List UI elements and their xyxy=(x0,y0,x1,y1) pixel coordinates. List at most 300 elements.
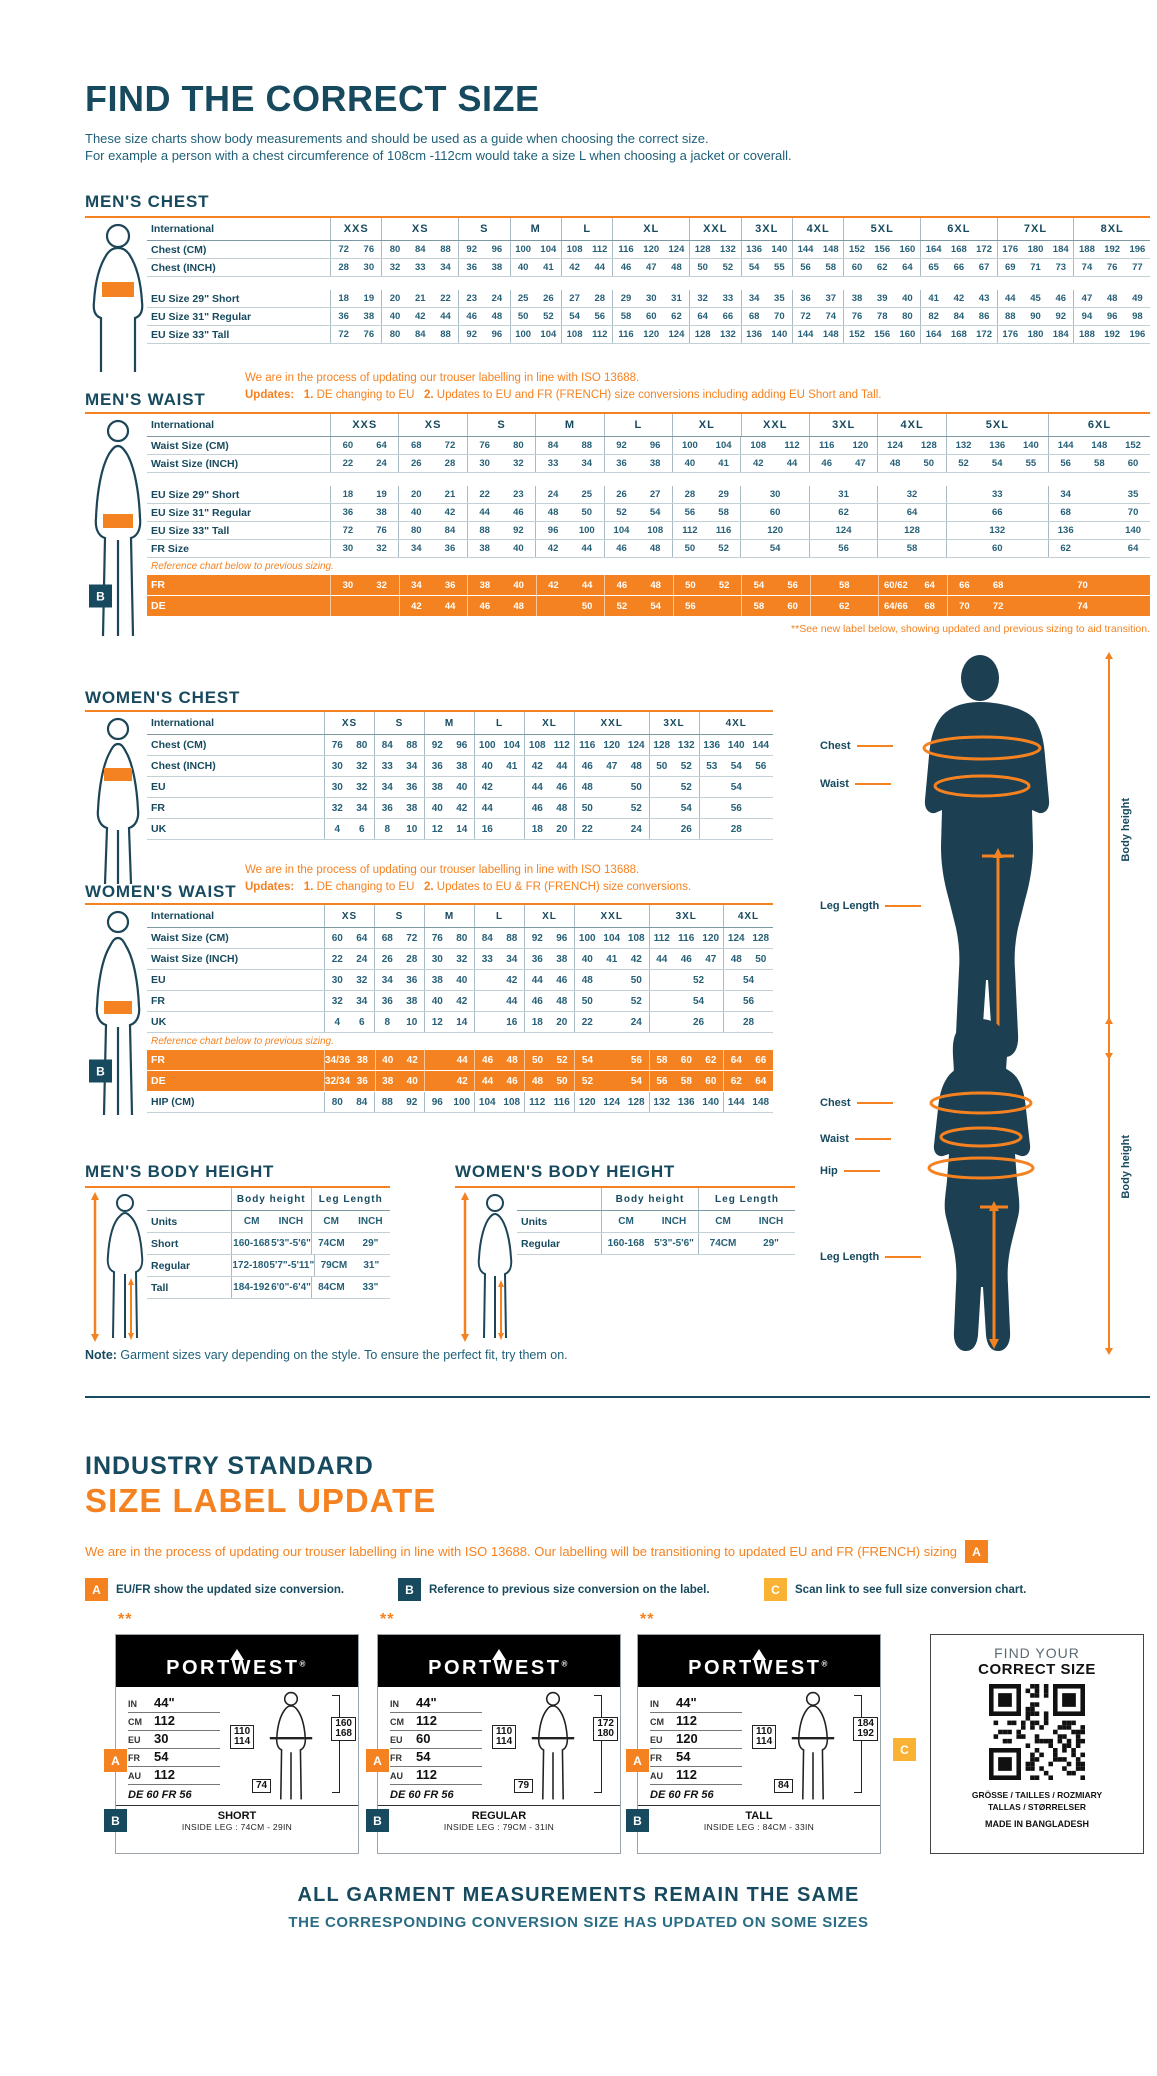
size-cell: 30 xyxy=(330,540,365,557)
size-cell: 21 xyxy=(444,489,456,500)
label-column-header: International xyxy=(151,910,215,922)
column-header: Body height xyxy=(601,1188,698,1210)
female-height-icon xyxy=(455,1188,517,1255)
size-cell: 38 xyxy=(376,507,387,518)
size-cell: 62 xyxy=(876,262,888,273)
size-cell: 160 xyxy=(899,244,916,255)
size-cell: 29" xyxy=(362,1238,379,1249)
table-row xyxy=(147,1277,390,1299)
size-cell xyxy=(649,1012,675,1032)
size-cell: 30 xyxy=(330,575,365,595)
size-cell: 42 xyxy=(399,596,434,616)
size-cell: 30 xyxy=(645,293,657,304)
size-cell: 76 xyxy=(1106,262,1118,273)
size-cell: 18 xyxy=(330,486,365,503)
row-label: UK xyxy=(151,823,167,835)
size-cell: 74CM xyxy=(698,1233,747,1254)
table-row xyxy=(147,1211,390,1233)
size-cell: 26 xyxy=(398,455,433,472)
table-row xyxy=(147,970,773,991)
size-cell: 136 xyxy=(989,440,1006,451)
size-cell: 26 xyxy=(604,486,639,503)
size-cell: 50 xyxy=(673,575,708,595)
size-cell: 124 xyxy=(877,437,912,454)
size-cell: 24 xyxy=(491,293,503,304)
size-cell: 36 xyxy=(406,974,418,986)
size-cell: 72 xyxy=(406,932,418,944)
column-header: M xyxy=(510,218,561,240)
size-cell: 14 xyxy=(456,1016,468,1028)
size-cell: 132 xyxy=(946,522,1048,539)
waist-box: 110 114 xyxy=(752,1725,776,1749)
size-cell: 21 xyxy=(414,293,426,304)
size-cell: 42 xyxy=(406,1054,418,1066)
size-cell: 54 xyxy=(561,308,587,325)
size-cell: 45 xyxy=(1030,293,1041,304)
note-item: DE changing to EU xyxy=(316,389,415,401)
size-cell: 52 xyxy=(718,579,730,591)
column-header: M xyxy=(424,712,474,734)
size-cell: 50 xyxy=(672,540,707,557)
size-cell: 84 xyxy=(953,311,965,322)
size-cell xyxy=(424,1071,449,1091)
size-cell: 66 xyxy=(722,311,734,322)
size-cell: 8 xyxy=(374,819,400,839)
size-cell: 54 xyxy=(630,1075,642,1087)
size-cell: 46 xyxy=(524,798,550,818)
height-bracket xyxy=(332,1695,340,1793)
size-cell: 38 xyxy=(356,1054,368,1066)
size-cell: 52 xyxy=(630,802,642,814)
badge-c: C xyxy=(893,1738,916,1761)
size-cell: 28 xyxy=(672,486,707,503)
size-cell: 104 xyxy=(503,739,521,751)
table-footnote: **See new label below, showing updated and previous sizing to aid transition. xyxy=(791,623,1150,635)
size-cell: 68 xyxy=(374,928,400,948)
size-cell: 18 xyxy=(330,290,356,307)
size-cell: 160 xyxy=(899,329,916,340)
size-cell: INCH xyxy=(661,1216,687,1227)
size-cell: 41 xyxy=(506,760,518,772)
size-cell: 42 xyxy=(506,974,518,986)
row-label: EU Size 33" Tall xyxy=(151,524,230,537)
size-cell: 36 xyxy=(604,455,639,472)
bottom-headline: ALL GARMENT MEASUREMENTS REMAIN THE SAME xyxy=(297,1884,860,1906)
row-label: EU Size 31" Regular xyxy=(151,506,252,519)
size-cell: 65 xyxy=(920,259,946,276)
column-header: XXL xyxy=(574,712,649,734)
size-cell: 38 xyxy=(491,262,503,273)
size-cell: 47 xyxy=(705,953,717,965)
size-cell: 41 xyxy=(718,458,729,469)
size-cell: 88 xyxy=(440,329,451,340)
size-cell: 64 xyxy=(689,308,715,325)
reference-note: Reference chart below to previous sizing. xyxy=(151,1036,334,1047)
height-bracket xyxy=(594,1695,602,1793)
size-cell: 164 xyxy=(920,241,946,258)
qr-card-line1: FIND YOUR xyxy=(994,1645,1080,1661)
size-cell: 104 xyxy=(540,244,557,255)
portwest-logo: PORTWEST® xyxy=(638,1635,880,1687)
row-label: Waist Size (CM) xyxy=(151,439,229,452)
size-cell: 70 xyxy=(774,311,785,322)
badge-c: C xyxy=(764,1578,787,1601)
size-cell: 44 xyxy=(444,600,456,612)
industry-heading-2: SIZE LABEL UPDATE xyxy=(85,1482,437,1519)
size-cell: 92 xyxy=(406,1096,418,1108)
label-column-header: International xyxy=(151,223,215,235)
size-cell: 116 xyxy=(809,437,844,454)
womens-chest-grid xyxy=(147,712,773,840)
row-label: Waist Size (CM) xyxy=(151,932,229,944)
size-cell: 58 xyxy=(1094,458,1105,469)
size-cell: 30 xyxy=(324,777,350,797)
size-cell: 64 xyxy=(356,932,368,944)
womens-chest-heading: WOMEN'S CHEST xyxy=(85,688,241,707)
size-cell: 140 xyxy=(771,329,788,340)
size-cell: 54 xyxy=(650,600,661,612)
size-cell: 76 xyxy=(324,735,350,755)
label-footer: TALL INSIDE LEG : 84CM - 33IN xyxy=(638,1805,880,1832)
body-height-label: Body height xyxy=(1120,1135,1132,1199)
column-header: 7XL xyxy=(997,218,1074,240)
size-cell: 100 xyxy=(510,326,536,343)
previous-sizing-rows xyxy=(96,575,1150,617)
size-cell: 36 xyxy=(356,1075,368,1087)
size-cell: 120 xyxy=(740,522,808,539)
size-cell: 19 xyxy=(363,293,375,304)
size-cell: 128 xyxy=(920,440,937,451)
size-cell: 62 xyxy=(723,1071,748,1091)
note-item: Updates to EU and FR (FRENCH) size conversions including adding EU Short and Tall. xyxy=(436,389,882,401)
size-cell: 40 xyxy=(406,1075,418,1087)
size-cell: 16 xyxy=(506,1016,518,1028)
size-cell: 22 xyxy=(324,949,350,969)
size-cell: 40 xyxy=(398,504,433,521)
size-cell: 8 xyxy=(374,1012,400,1032)
size-cell: 48 xyxy=(649,543,661,554)
size-cell: 62 xyxy=(671,311,682,322)
size-cell: 120 xyxy=(702,932,720,944)
size-cell: 172 xyxy=(976,329,992,340)
size-cell: 66 xyxy=(946,504,1048,521)
size-cell: 32 xyxy=(513,458,524,469)
size-cell: 76 xyxy=(843,308,869,325)
size-cell: 60 xyxy=(645,311,657,322)
size-cell: 70 xyxy=(1077,579,1088,591)
size-cell: 80 xyxy=(902,311,913,322)
size-cell: 42 xyxy=(524,756,550,776)
table-row xyxy=(147,540,1150,558)
label-footer: SHORT INSIDE LEG : 74CM - 29IN xyxy=(116,1805,358,1832)
size-cell: 40 xyxy=(672,455,707,472)
size-cell: 44 xyxy=(456,1054,468,1066)
row-label: UK xyxy=(151,1016,167,1028)
size-cell: 33" xyxy=(362,1282,379,1293)
size-cell: 132 xyxy=(946,437,981,454)
size-cell xyxy=(424,1050,449,1070)
size-cell: 32 xyxy=(376,543,387,554)
size-cell: 34 xyxy=(1048,486,1083,503)
badge-b: B xyxy=(89,1060,112,1083)
size-cell: 4 xyxy=(324,819,350,839)
size-cell: 31 xyxy=(809,486,877,503)
row-label: EU xyxy=(151,974,166,986)
size-cell: 140 xyxy=(727,739,745,751)
size-cell: 196 xyxy=(1129,329,1146,340)
size-label-short xyxy=(111,1611,359,1854)
column-header: XS xyxy=(381,218,458,240)
womens-waist-grid xyxy=(96,905,773,1113)
size-cell: 25 xyxy=(510,290,536,307)
size-cell xyxy=(474,991,500,1011)
size-cell: 48 xyxy=(574,777,600,797)
size-cell: 32 xyxy=(324,991,350,1011)
size-cell: 96 xyxy=(535,522,570,539)
size-cell: 30 xyxy=(424,949,450,969)
size-cell: 108 xyxy=(524,735,550,755)
size-cell: CM xyxy=(601,1211,650,1232)
size-cell: 52 xyxy=(680,781,692,793)
size-cell: 60 xyxy=(680,1054,692,1066)
size-cell: 44 xyxy=(649,949,675,969)
note-updates-label: Updates: xyxy=(245,881,295,893)
size-cell: 58 xyxy=(718,507,729,518)
note-item-number: 2. xyxy=(424,389,434,401)
size-cell: 100 xyxy=(672,437,707,454)
size-cell: 88 xyxy=(374,1092,400,1112)
size-cell: 120 xyxy=(643,329,660,340)
size-cell: 58 xyxy=(649,1050,674,1070)
size-cell: 112 xyxy=(649,928,675,948)
size-cell: 124 xyxy=(809,522,877,539)
badge-a: A xyxy=(104,1749,127,1772)
size-cell: 42 xyxy=(536,575,571,595)
row-label: Units xyxy=(521,1215,548,1228)
body-height-arrow xyxy=(1108,654,1110,1058)
size-cell: 34 xyxy=(399,575,434,595)
row-label: Tall xyxy=(151,1281,169,1294)
size-cell: 46 xyxy=(556,781,568,793)
size-cell: 48 xyxy=(671,262,682,273)
size-cell: 108 xyxy=(561,241,587,258)
size-cell: 55 xyxy=(1025,458,1037,469)
size-cell: 58 xyxy=(877,540,945,557)
size-cell: 36 xyxy=(444,543,456,554)
size-cell: 34 xyxy=(506,953,518,965)
size-cell: 116 xyxy=(574,735,600,755)
size-cell: 88 xyxy=(997,308,1023,325)
size-cell: 60 xyxy=(946,540,1048,557)
size-cell: 38 xyxy=(406,802,418,814)
size-cell: 42 xyxy=(456,1075,468,1087)
size-cell: 144 xyxy=(792,326,818,343)
size-cell: 42 xyxy=(456,802,468,814)
size-cell: 34 xyxy=(356,995,368,1007)
size-cell: 42 xyxy=(444,507,456,518)
size-cell: 26 xyxy=(692,1016,705,1028)
size-cell: 56 xyxy=(723,991,773,1011)
size-cell: 84CM xyxy=(311,1277,351,1298)
note-line: We are in the process of updating our trouser labelling in line with ISO 13688. xyxy=(245,864,640,876)
column-header: XS xyxy=(324,712,374,734)
size-cell: 48 xyxy=(574,970,600,990)
size-cell xyxy=(699,777,725,797)
size-cell: 48 xyxy=(650,579,661,591)
size-cell: 29 xyxy=(718,489,729,500)
column-header: L xyxy=(561,218,612,240)
size-cell: 96 xyxy=(424,1092,450,1112)
note-updates-label: Updates: xyxy=(245,389,295,401)
table-row xyxy=(147,504,1150,522)
size-cell: 98 xyxy=(1132,311,1143,322)
size-cell: 64 xyxy=(924,579,935,591)
size-cell: 112 xyxy=(784,440,800,451)
size-cell: 54 xyxy=(740,540,808,557)
size-cell: 44 xyxy=(581,579,593,591)
size-cell: 46 xyxy=(506,1075,518,1087)
height-box: 172 180 xyxy=(593,1717,618,1741)
size-cell: 52 xyxy=(604,504,639,521)
badge-b: B xyxy=(626,1809,649,1832)
size-cell: 54 xyxy=(741,259,767,276)
note-item: DE changing to EU xyxy=(316,881,415,893)
size-cell: 144 xyxy=(792,241,818,258)
size-cell: 32 xyxy=(356,760,368,772)
column-header: 4XL xyxy=(792,218,843,240)
mens-body-height-grid xyxy=(147,1188,390,1299)
table-row xyxy=(147,259,1150,277)
size-cell: 92 xyxy=(524,928,550,948)
size-cell: 64 xyxy=(723,1050,748,1070)
size-cell: 50 xyxy=(574,991,600,1011)
size-cell: 124 xyxy=(668,329,685,340)
row-label: Regular xyxy=(151,1259,191,1272)
size-cell: 56 xyxy=(787,579,798,591)
size-cell: 50 xyxy=(923,458,935,469)
size-cell: 100 xyxy=(578,525,595,536)
size-cell: 24 xyxy=(376,458,387,469)
size-cell: 62 xyxy=(809,504,877,521)
column-header: 5XL xyxy=(946,414,1048,436)
size-cell: 38 xyxy=(406,995,418,1007)
table-row xyxy=(147,308,1150,326)
size-cell: 90 xyxy=(1030,311,1041,322)
size-rows: IN 44" CM 112 EU 30 FR 54 AU 112 DE 60 FR 56 xyxy=(128,1695,220,1801)
column-header: 3XL xyxy=(809,414,877,436)
size-cell: 28 xyxy=(730,823,742,835)
column-header: 3XL xyxy=(741,218,792,240)
legend-item-c xyxy=(764,1578,1026,1601)
size-cell: 78 xyxy=(876,311,888,322)
size-cell: 68 xyxy=(924,600,935,612)
size-cell: 48 xyxy=(506,1054,518,1066)
size-cell: 76 xyxy=(363,244,375,255)
mens-chest-grid xyxy=(147,218,1150,344)
size-cell: 49 xyxy=(1132,293,1143,304)
table-row xyxy=(147,1255,390,1277)
size-cell: 36 xyxy=(374,798,400,818)
size-cell: 80 xyxy=(356,739,368,751)
size-cell: 104 xyxy=(603,932,621,944)
size-cell: 34 xyxy=(374,970,400,990)
size-cell: 60 xyxy=(787,600,798,612)
size-cell: 60 xyxy=(1127,458,1139,469)
size-cell: 128 xyxy=(689,326,715,343)
size-cell: 104 xyxy=(604,522,639,539)
table-row xyxy=(147,596,1150,617)
size-cell: 6 xyxy=(358,823,365,835)
size-cell: 14 xyxy=(456,823,468,835)
size-cell: 108 xyxy=(647,525,664,536)
waist-label: Waist xyxy=(820,778,891,790)
size-cell: 180 xyxy=(1027,244,1044,255)
size-cell: 92 xyxy=(1055,311,1067,322)
size-cell: 60 xyxy=(330,437,365,454)
leg-length-label: Leg Length xyxy=(820,1251,921,1263)
size-cell: 22 xyxy=(574,1012,600,1032)
size-cell: 52 xyxy=(718,543,729,554)
size-cell: 35 xyxy=(1127,489,1139,500)
column-header: Body height xyxy=(231,1188,311,1210)
size-cell: 74 xyxy=(1077,600,1088,612)
size-cell: 56 xyxy=(792,259,818,276)
womens-body-height-grid xyxy=(517,1188,795,1255)
note-line: We are in the process of updating our trouser labelling in line with ISO 13688. xyxy=(245,372,640,384)
size-cell: 50 xyxy=(630,781,642,793)
size-cell: 72 xyxy=(444,440,456,451)
table-row xyxy=(147,991,773,1012)
row-label: FR xyxy=(151,802,165,814)
size-cell: 19 xyxy=(376,489,387,500)
size-cell: 46 xyxy=(513,507,524,518)
size-cell: 46 xyxy=(680,953,692,965)
size-cell: 40 xyxy=(902,293,913,304)
table-row xyxy=(517,1211,795,1233)
table-row xyxy=(147,777,773,798)
size-cell: 188 xyxy=(1073,326,1099,343)
size-cell: 12 xyxy=(424,1012,450,1032)
size-cell: 40 xyxy=(513,543,524,554)
size-cell: 62 xyxy=(1048,540,1083,557)
size-cell: 32 xyxy=(456,953,468,965)
size-cell: 116 xyxy=(715,525,732,536)
size-cell: 38 xyxy=(363,311,375,322)
size-cell: 24 xyxy=(630,1016,642,1028)
size-cell: 64/66 xyxy=(878,596,913,616)
body-height-arrow xyxy=(1108,1019,1110,1353)
size-cell: 22 xyxy=(330,455,365,472)
row-label: Units xyxy=(151,1215,178,1228)
size-cell: 35 xyxy=(774,293,785,304)
column-header: XXL xyxy=(689,218,740,240)
size-cell: 10 xyxy=(406,823,418,835)
note-item-number: 1. xyxy=(303,389,314,401)
column-header: Leg Length xyxy=(311,1188,391,1210)
size-cell: 46 xyxy=(604,540,639,557)
size-cell: 50 xyxy=(689,259,715,276)
size-cell: 76 xyxy=(424,928,450,948)
size-cell: 34 xyxy=(374,777,400,797)
table-row xyxy=(147,1092,773,1113)
size-cell: 56 xyxy=(630,1054,642,1066)
size-cell: 120 xyxy=(574,1092,600,1112)
size-cell: 77 xyxy=(1132,262,1143,273)
size-cell: 172-180 xyxy=(231,1255,269,1276)
mens-waist-table xyxy=(85,412,1150,635)
size-cell: 42 xyxy=(740,455,775,472)
qr-code xyxy=(989,1684,1085,1780)
